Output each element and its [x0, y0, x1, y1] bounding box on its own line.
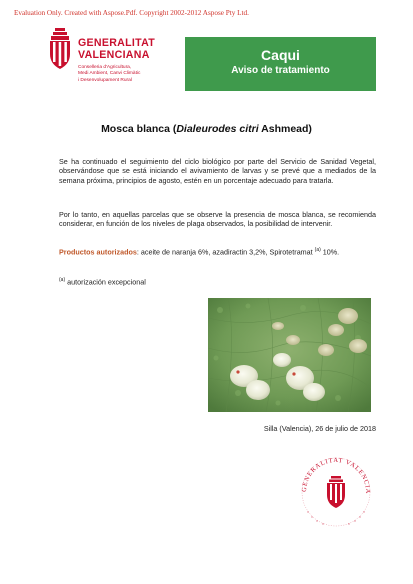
coat-of-arms-icon [48, 28, 72, 70]
logo-title-line1: GENERALITAT [78, 37, 156, 49]
paragraph-products [59, 246, 376, 257]
seal-text: GENERALITAT VALENCIA [300, 456, 372, 495]
seal-stamp-icon [296, 450, 376, 530]
logo-subtitle [78, 65, 140, 84]
products-footnote-mark: (a) [314, 247, 321, 253]
logo-sub-line3: i Desenvolupament Rural [78, 77, 132, 83]
heading-suffix: Ashmead) [258, 123, 312, 135]
logo-sub-line1: Conselleria d'Agricultura, [78, 65, 132, 70]
official-seal [296, 450, 376, 530]
heading-species: Dialeurodes citri [176, 123, 259, 135]
generalitat-logo [48, 28, 178, 98]
paragraph-monitoring: Se ha continuado el seguimiento del ciclo biológico por parte del Servicio de Sanidad Vegetal, observándose que se está iniciando el avivamiento de larvas y se prevé que a mediados de la semana próxima, principios de agosto, estén en un porcentaje adecuado para tratarla. [59, 157, 376, 185]
heading-prefix: Mosca blanca ( [101, 123, 177, 135]
paragraph-recommendation: Por lo tanto, en aquellas parcelas que se observe la presencia de mosca blanca, se recomienda considerar, en función de los niveles de plaga observados, la posibilidad de intervenir. [59, 210, 376, 229]
banner-title: Caqui [261, 47, 300, 63]
place-and-date: Silla (Valencia), 26 de julio de 2018 [263, 424, 376, 433]
document-heading [0, 123, 413, 135]
title-banner [185, 37, 376, 91]
products-label: Productos autorizados [59, 247, 137, 257]
logo-sub-line2: Medi Ambient, Canvi Climàtic [78, 71, 141, 77]
footnote [59, 277, 146, 286]
whitefly-leaf-image [208, 298, 371, 412]
products-text: : aceite de naranja 6%, azadiractin 3,2%, Spirotetramat [136, 247, 315, 257]
logo-title-line2: VALENCIANA [78, 49, 150, 61]
products-tail: 10%. [320, 247, 340, 257]
footnote-mark: (a) [59, 277, 66, 283]
watermark-text: Evaluation Only. Created with Aspose.Pdf. Copyright 2002-2012 Aspose Pty Ltd. [14, 9, 249, 17]
banner-subtitle: Aviso de tratamiento [231, 65, 330, 76]
whitefly-photo [208, 298, 371, 412]
logo-title [78, 37, 155, 61]
footnote-text: autorización excepcional [65, 277, 146, 287]
